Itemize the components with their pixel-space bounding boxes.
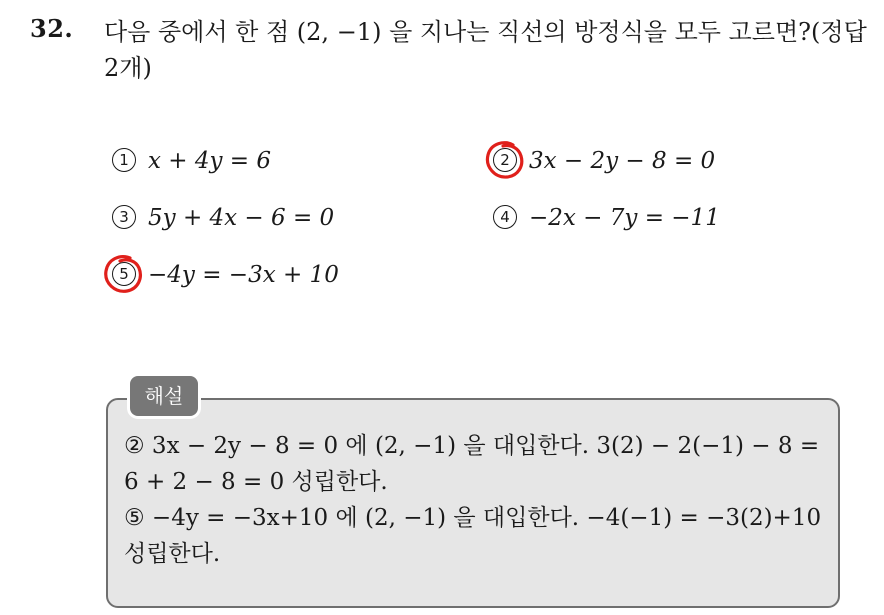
choice-equation-1: x + 4y = 6: [148, 148, 272, 174]
choice-4[interactable]: [493, 202, 720, 234]
choice-equation-5: −4y = −3x + 10: [148, 262, 339, 288]
choice-number-2: [493, 148, 517, 172]
choice-number-4: 4: [493, 205, 517, 229]
choice-number-1: 1: [112, 148, 136, 172]
choice-equation-2: 3x − 2y − 8 = 0: [529, 148, 716, 174]
choice-equation-4: −2x − 7y = −11: [529, 205, 720, 231]
solution-text: [124, 428, 830, 572]
solution-line-2: ⑤ −4y = −3x+10 에 (2, −1) 을 대입한다. −4(−1) = −3(2)+10 성립한다.: [124, 505, 822, 567]
choice-number-5: [112, 262, 136, 286]
choice-3[interactable]: [112, 202, 334, 234]
choice-equation-3: 5y + 4x − 6 = 0: [148, 205, 335, 231]
choice-1[interactable]: [112, 145, 271, 177]
choice-number-3: 3: [112, 205, 136, 229]
solution-line-1: ② 3x − 2y − 8 = 0 에 (2, −1) 을 대입한다. 3(2) − 2(−1) − 8 = 6 + 2 − 8 = 0 성립한다.: [124, 433, 820, 495]
question-text: 다음 중에서 한 점 (2, −1) 을 지나는 직선의 방정식을 모두 고르면?(정답 2개): [104, 18, 867, 82]
choice-number-5-label: 5: [119, 265, 129, 283]
solution-tab-label: 해설: [130, 376, 198, 416]
choice-2[interactable]: [493, 145, 715, 177]
choice-number-2-label: 2: [500, 151, 510, 169]
choice-5[interactable]: [112, 259, 339, 291]
question-number: 32.: [30, 14, 74, 43]
